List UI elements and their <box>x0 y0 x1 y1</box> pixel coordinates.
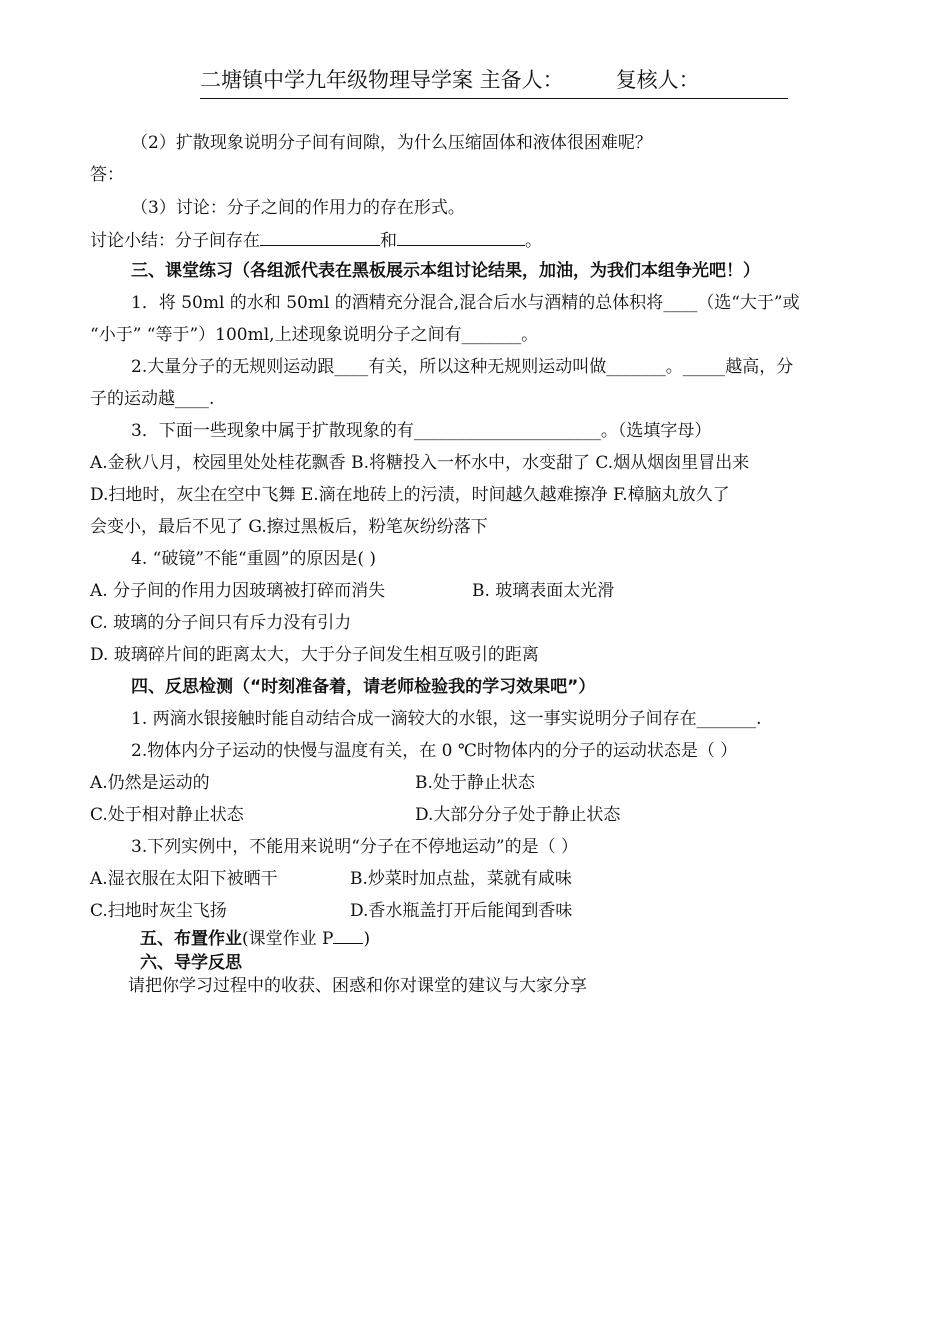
s3-q4-option-b: B. 玻璃表面太光滑 <box>472 581 615 601</box>
s3-q3-options-3: 会变小，最后不见了 G.擦过黑板后，粉笔灰纷纷落下 <box>90 517 488 537</box>
section-5 <box>140 926 920 951</box>
s4-q3-row-1 <box>90 867 870 891</box>
s3-q2-line1: 2.大量分子的无规则运动跟____有关，所以这种无规则运动叫做_______。_____越高，分 <box>131 357 794 377</box>
s3-q4-option-c: C. 玻璃的分子间只有斥力没有引力 <box>90 613 352 633</box>
s4-q2-option-c: C.处于相对静止状态 <box>90 805 244 825</box>
section-4-title: 四、反思检测（“时刻准备着，请老师检验我的学习效果吧”） <box>131 677 596 697</box>
section-6-text: 请把你学习过程中的收获、困惑和你对课堂的建议与大家分享 <box>128 976 587 996</box>
s3-q4-row-1 <box>90 579 870 603</box>
s3-q4: 4. “破镜”不能“重圆”的原因是( ) <box>131 549 377 569</box>
question-3: （3）讨论：分子之间的作用力的存在形式。 <box>131 198 465 218</box>
section-5-note: (课堂作业 P <box>242 929 334 949</box>
s3-q3-options-2: D.扫地时，灰尘在空中飞舞 E.滴在地砖上的污渍，时间越久越难擦净 F.樟脑丸放久了 <box>90 485 730 505</box>
s4-q2-option-b: B.处于静止状态 <box>415 773 535 793</box>
homework-page-blank <box>333 926 363 944</box>
section-5-title: 五、布置作业 <box>140 929 242 949</box>
s3-q4-option-a: A. 分子间的作用力因玻璃被打碎而消失 <box>90 581 386 601</box>
s4-q3-option-a: A.湿衣服在太阳下被晒干 <box>90 869 278 889</box>
s4-q1: 1. 两滴水银接触时能自动结合成一滴较大的水银，这一事实说明分子间存在_______. <box>131 709 762 729</box>
s3-q3-line1: 3．下面一些现象中属于扩散现象的有______________________。（选填字母） <box>131 421 712 441</box>
s3-q1-line1: 1．将 50ml 的水和 50ml 的酒精充分混合,混合后水与酒精的总体积将____（选“大于”或 <box>131 293 800 313</box>
summary-end: 。 <box>525 231 542 251</box>
s3-q4-option-d: D. 玻璃碎片间的距离太大，大于分子间发生相互吸引的距离 <box>90 645 539 665</box>
s4-q3-option-c: C.扫地时灰尘飞扬 <box>90 901 227 921</box>
s4-q3-option-d: D.香水瓶盖打开后能闻到香味 <box>350 901 573 921</box>
s4-q2-option-d: D.大部分分子处于静止状态 <box>415 805 621 825</box>
s3-q2-line2: 子的运动越____. <box>90 389 215 409</box>
header-reviewer: 复核人： <box>615 68 700 92</box>
summary-blank-2 <box>397 228 525 246</box>
summary-mid: 和 <box>380 231 397 251</box>
section-5-note-end: ) <box>363 929 371 949</box>
summary-blank-1 <box>260 228 380 246</box>
s4-q3-option-b: B.炒菜时加点盐，菜就有咸味 <box>350 869 572 889</box>
section-3-title: 三、课堂练习（各组派代表在黑板展示本组讨论结果，加油，为我们本组争光吧！） <box>131 261 760 281</box>
header-title: 二塘镇中学九年级物理导学案 主备人： <box>200 68 564 92</box>
s4-q2: 2.物体内分子运动的快慢与温度有关，在 0 ℃时物体内的分子的运动状态是（ ） <box>131 741 738 761</box>
section-6-title: 六、导学反思 <box>140 953 242 973</box>
s4-q2-row-1 <box>90 771 870 795</box>
discussion-summary <box>90 228 870 253</box>
s3-q3-options-1: A.金秋八月，校园里处处桂花飘香 B.将糖投入一杯水中，水变甜了 C.烟从烟囱里冒出来 <box>90 453 750 473</box>
s4-q2-row-2 <box>90 803 870 827</box>
document-header <box>200 64 788 99</box>
s4-q3: 3.下列实例中，不能用来说明“分子在不停地运动”的是（ ） <box>131 837 579 857</box>
summary-prefix: 讨论小结：分子间存在 <box>90 231 260 251</box>
s3-q1-line2: “小于” “等于”）100ml,上述现象说明分子之间有_______。 <box>90 325 539 345</box>
answer-label: 答： <box>90 165 124 185</box>
question-2: （2）扩散现象说明分子间有间隙，为什么压缩固体和液体很困难呢？ <box>131 133 652 153</box>
s4-q3-row-2 <box>90 899 870 923</box>
s4-q2-option-a: A.仍然是运动的 <box>90 773 210 793</box>
